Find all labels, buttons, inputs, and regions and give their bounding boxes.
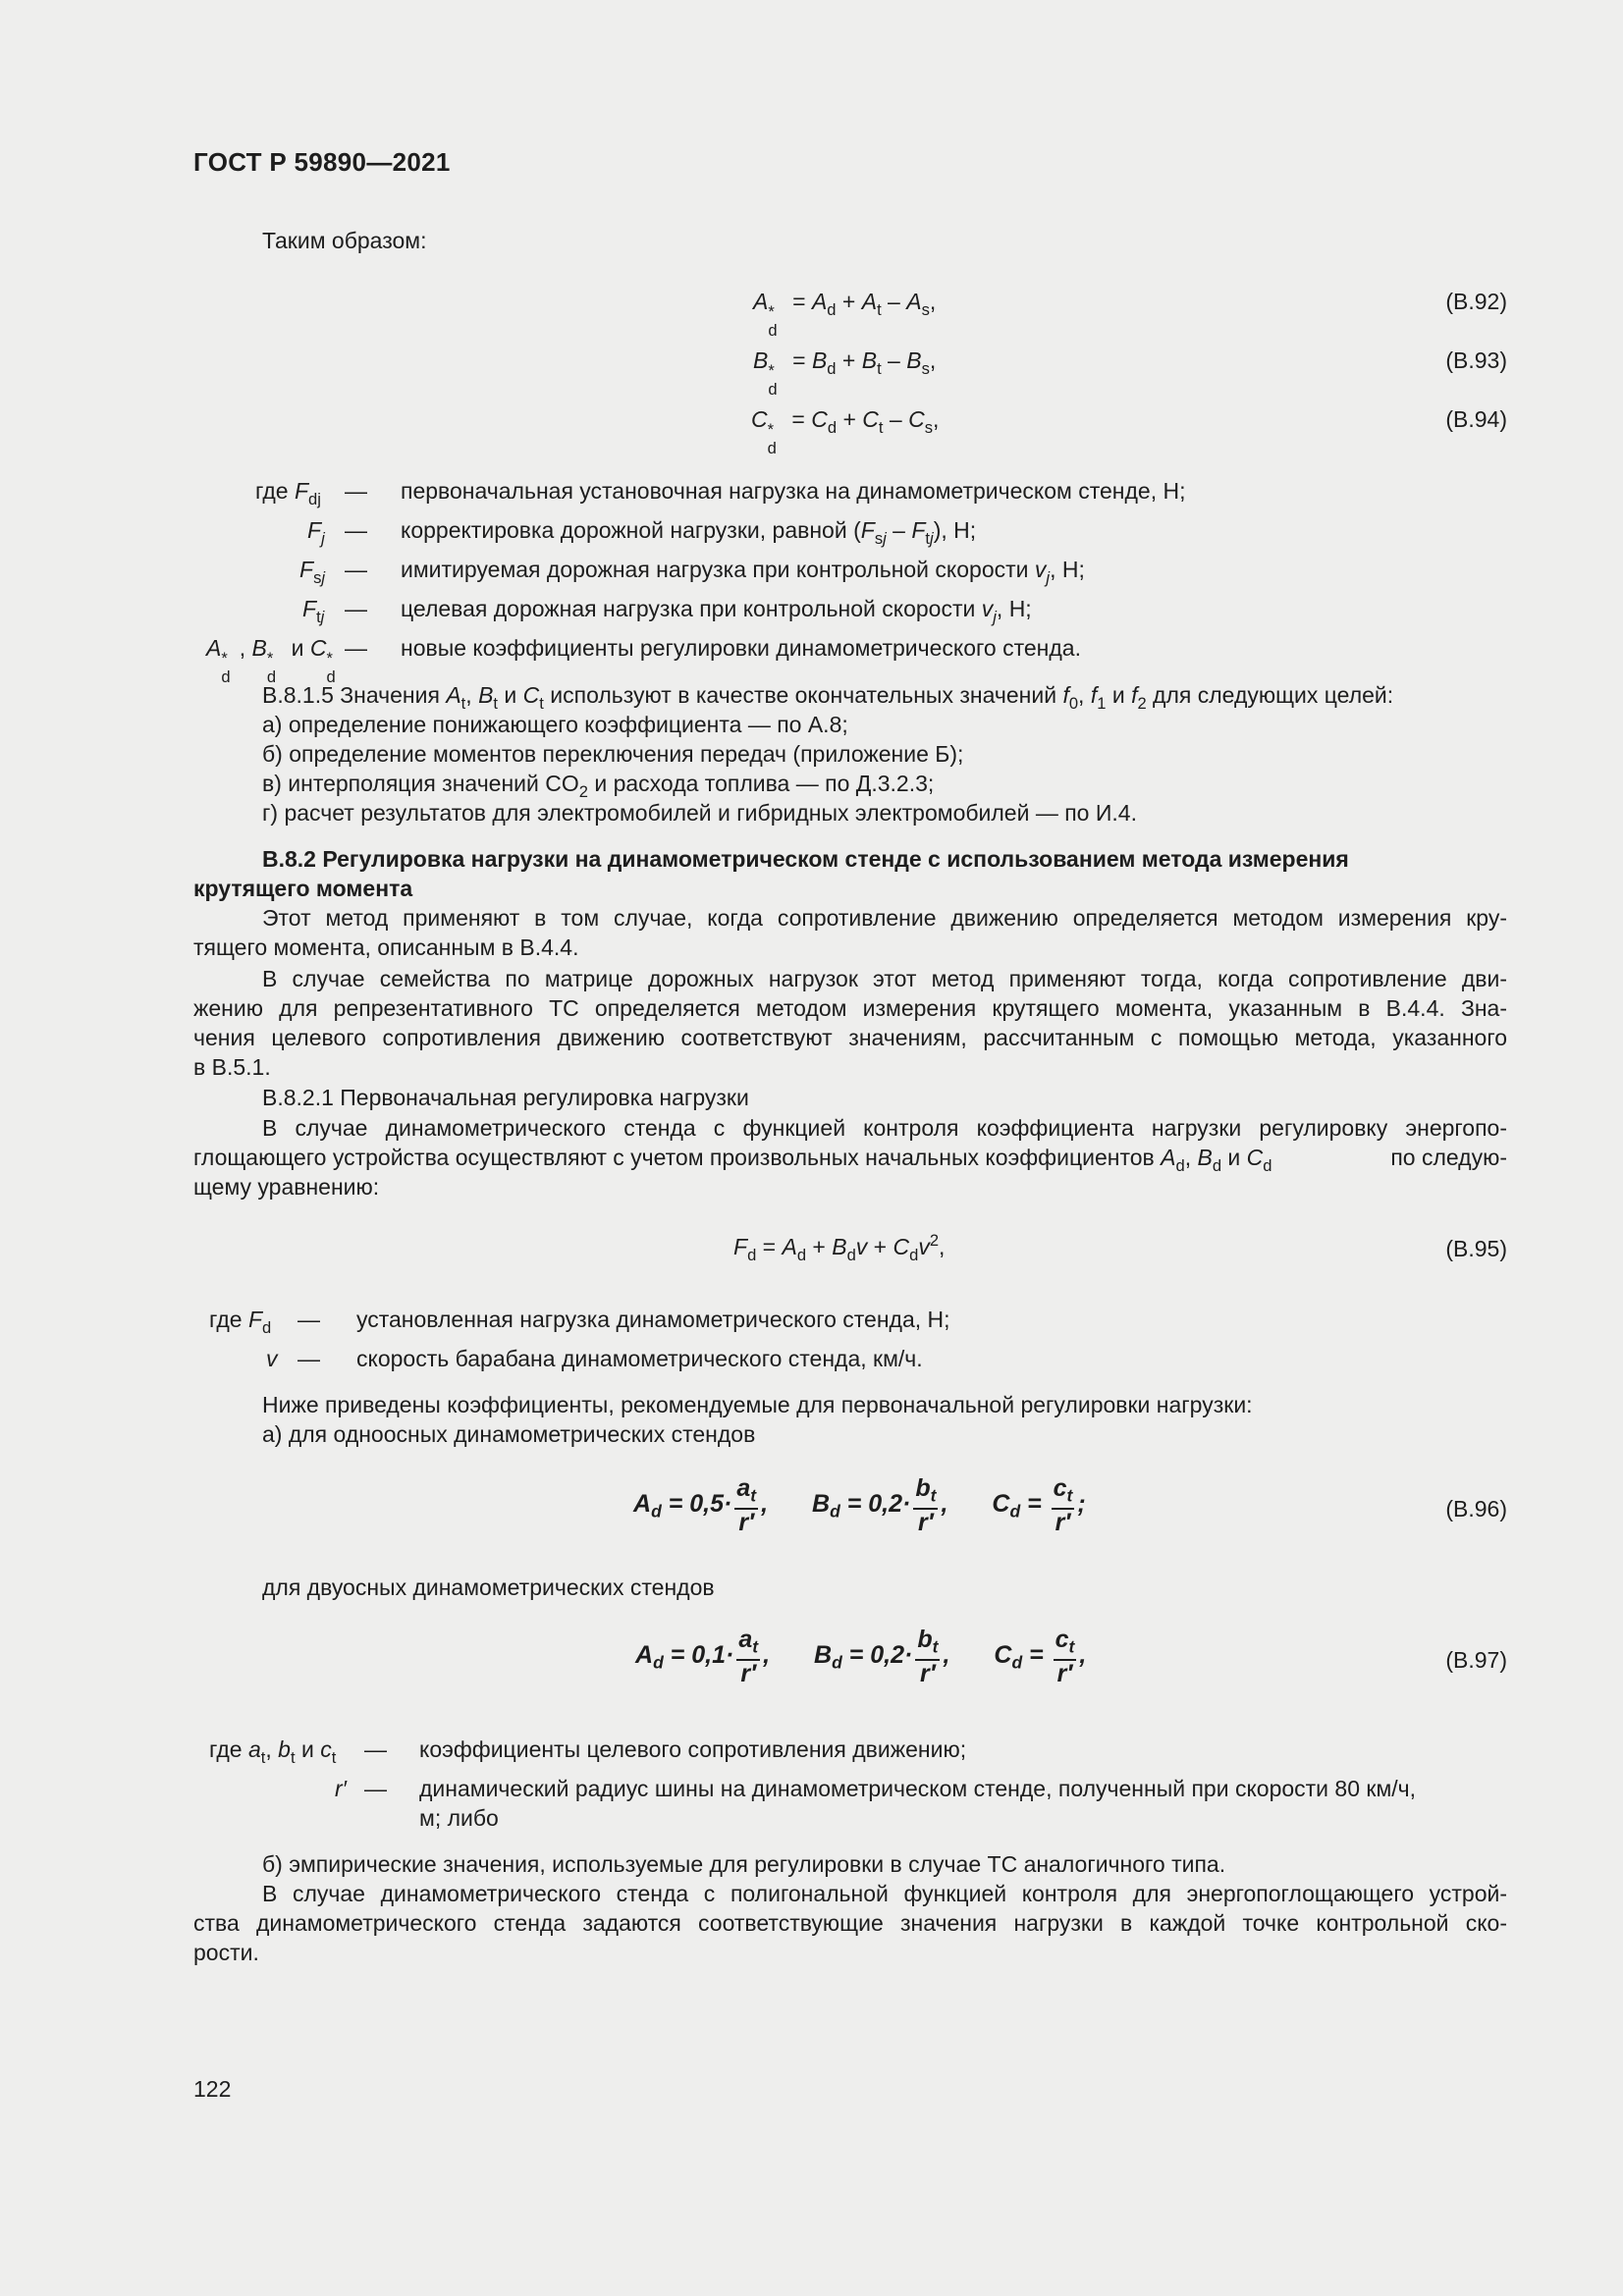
paragraph-line: рости. <box>193 1940 259 1965</box>
paragraph-b815: В.8.1.5 Значения $A_t$, $B_t$ и $C_t$ используют в качестве окончательных значений $f_0$, $f_1$ и $f_2$ для следующих целей: <box>262 682 1394 713</box>
b815-c: для следующих целей: <box>1153 682 1394 708</box>
unit-newton: , Н; <box>1050 557 1085 582</box>
list-item-v-a: в) интерполяция значений CO <box>262 771 579 796</box>
where-dash: — <box>364 1736 387 1762</box>
where-dash: — <box>345 557 367 582</box>
section-heading-b82: В.8.2 Регулировка нагрузки на динамометрическом стенде с использованием метода измерения <box>262 846 1349 872</box>
equation-number: (В.93) <box>1445 347 1507 373</box>
equation-number: (В.92) <box>1445 289 1507 314</box>
b815-b: используют в качестве окончательных значений <box>550 682 1057 708</box>
equation-b97: $A_d = 0,1\cdot$ $\frac{a_t}{r'}$ , $B_d = 0,2\cdot$ $\frac{b_t}{r'}$ , $C_d$ = $\frac{c_t}{r'}$ , <box>635 1626 1087 1688</box>
definition-fsj-text: имитируемая дорожная нагрузка при контрольной скорости <box>401 557 1029 582</box>
list-item: в) интерполяция значений $CO_2$ и расхода топлива — по Д.3.2.3; <box>262 771 935 801</box>
paragraph-line: В случае динамометрического стенда с функцией контроля коэффициента нагрузки регулировку энергопо- <box>262 1115 1507 1141</box>
equation-number: (В.94) <box>1445 406 1507 432</box>
word-and: и <box>291 635 304 661</box>
equation-b94: C * d = $C_d + C_t - C_s$, <box>751 406 940 458</box>
coef-value: 0,5 <box>689 1490 725 1519</box>
definition-r-cont: м; либо <box>419 1805 499 1831</box>
where-symbol-new-coeffs: A * d , B * d и C * d <box>206 635 336 687</box>
intro-text: Таким образом: <box>262 228 427 253</box>
coef-value: 0,1 <box>691 1641 727 1670</box>
coeffs-intro: Ниже приведены коэффициенты, рекомендуемые для первоначальной регулировки нагрузки: <box>262 1392 1253 1417</box>
equation-b96: $A_d = 0,5\cdot$ $\frac{a_t}{r'}$ , $B_d = 0,2\cdot$ $\frac{b_t}{r'}$ , $C_d$ = $\frac{c_t}{r'}$ ; <box>633 1474 1086 1537</box>
where-symbol-fj: $F_j$ <box>307 517 325 548</box>
b815-a: В.8.1.5 Значения <box>262 682 440 708</box>
paragraph-line: В случае динамометрического стенда с полигональной функцией контроля для энергопоглощающего устрой- <box>262 1881 1507 1906</box>
p3-text: глощающего устройства осуществляют с учетом произвольных начальных коэффициентов <box>193 1145 1155 1170</box>
equation-number: (В.95) <box>1445 1236 1507 1261</box>
where-dash: — <box>298 1346 320 1371</box>
where-symbol-at-bt-ct: где $a_t$, $b_t$ и $c_t$ <box>209 1736 337 1767</box>
definition-fdj: первоначальная установочная нагрузка на динамометрическом стенде, Н; <box>401 478 1186 504</box>
where-symbol-ftj: $F_{tj}$ <box>302 596 325 626</box>
paragraph-line: чения целевого сопротивления движению соответствуют значениям, рассчитанным с помощью метода, указанного <box>193 1025 1507 1050</box>
page-number: 122 <box>193 2076 232 2102</box>
list-item: а) для одноосных динамометрических стендов <box>262 1421 756 1447</box>
definition-fsj: имитируемая дорожная нагрузка при контрольной скорости $v_j$, Н; <box>401 557 1085 587</box>
list-item: а) определение понижающего коэффициента — по А.8; <box>262 712 848 737</box>
word-and: и <box>1227 1145 1241 1170</box>
word-and: и <box>300 1736 314 1762</box>
where-dash: — <box>345 635 367 661</box>
equation-b95: $F_d = A_d + B_dv + C_dv^2$, <box>733 1230 946 1264</box>
where-symbol-fsj: $F_{sj}$ <box>299 557 326 587</box>
equation-b92: A * d = $A_d + A_t - A_s$, <box>753 289 937 341</box>
definition-fj-b: ), Н; <box>933 517 977 543</box>
list-item: г) расчет результатов для электромобилей и гибридных электромобилей — по И.4. <box>262 800 1137 826</box>
where-dash: — <box>345 596 367 621</box>
where-symbol-fd: где $F_d$ <box>209 1307 272 1337</box>
definition-r: динамический радиус шины на динамометрическом стенде, полученный при скорости 80 км/ч, <box>419 1776 1417 1801</box>
definition-fj: корректировка дорожной нагрузки, равной $(F_{sj} - F_{tj})$, Н; <box>401 517 977 548</box>
paragraph-line: тящего момента, описанным в В.4.4. <box>193 934 579 960</box>
where-lead: где <box>209 1307 243 1332</box>
definition-ftj-text: целевая дорожная нагрузка при контрольной скорости <box>401 596 976 621</box>
section-heading-b82-cont: крутящего момента <box>193 876 413 901</box>
two-axis-label: для двуосных динамометрических стендов <box>262 1575 715 1600</box>
equation-number: (В.96) <box>1445 1496 1507 1522</box>
where-dash: — <box>345 478 367 504</box>
word-and: и <box>504 682 517 708</box>
paragraph-line: жению для репрезентативного ТС определяется методом измерения крутящего момента, указанным в В.4.4. Зна- <box>193 995 1507 1021</box>
p3-text-end: по следую- <box>1390 1145 1507 1170</box>
where-symbol-fdj: где $F_{dj}$ <box>255 478 321 508</box>
paragraph-line: ства динамометрического стенда задаются соответствующие значения нагрузки в каждой точке контрольной ско- <box>193 1910 1507 1936</box>
definition-new-coeffs: новые коэффициенты регулировки динамометрического стенда. <box>401 635 1081 661</box>
coef-value: 0,2 <box>868 1490 903 1519</box>
paragraph-line: в В.5.1. <box>193 1054 271 1080</box>
definition-fj-a: корректировка дорожной нагрузки, равной ( <box>401 517 861 543</box>
where-dash: — <box>298 1307 320 1332</box>
subsection-heading-b821: В.8.2.1 Первоначальная регулировка нагрузки <box>262 1085 749 1110</box>
definition-fd: установленная нагрузка динамометрического стенда, Н; <box>356 1307 950 1332</box>
list-item-v-b: и расхода топлива — по Д.3.2.3; <box>587 771 935 796</box>
coef-value: 0,2 <box>870 1641 905 1670</box>
equation-number: (В.97) <box>1445 1647 1507 1673</box>
definition-ftj: целевая дорожная нагрузка при контрольной скорости $v_j$, Н; <box>401 596 1032 626</box>
unit-newton: , Н; <box>996 596 1032 621</box>
list-item: б) определение моментов переключения передач (приложение Б); <box>262 741 964 767</box>
equation-b93: B * d = $B_d + B_t - B_s$, <box>753 347 937 400</box>
document-id: ГОСТ Р 59890—2021 <box>193 147 451 177</box>
where-dash: — <box>345 517 367 543</box>
paragraph-line: глощающего устройства осуществляют с учетом произвольных начальных коэффициентов $A_d$, $B_d$ и $C_d$ по следую- <box>193 1145 1507 1175</box>
list-item: б) эмпирические значения, используемые для регулировки в случае ТС аналогичного типа. <box>262 1851 1226 1877</box>
where-symbol-v: v <box>266 1346 278 1371</box>
where-dash: — <box>364 1776 387 1801</box>
where-lead: где <box>255 478 289 504</box>
where-lead: где <box>209 1736 243 1762</box>
definition-v: скорость барабана динамометрического стенда, км/ч. <box>356 1346 923 1371</box>
paragraph-line: В случае семейства по матрице дорожных нагрузок этот метод применяют тогда, когда сопротивление дви- <box>262 966 1507 991</box>
definition-at-bt-ct: коэффициенты целевого сопротивления движению; <box>419 1736 967 1762</box>
paragraph-line: Этот метод применяют в том случае, когда сопротивление движению определяется методом измерения кру- <box>262 905 1507 931</box>
word-and: и <box>1111 682 1125 708</box>
paragraph-line: щему уравнению: <box>193 1174 380 1200</box>
where-symbol-r: r′ <box>335 1776 347 1801</box>
